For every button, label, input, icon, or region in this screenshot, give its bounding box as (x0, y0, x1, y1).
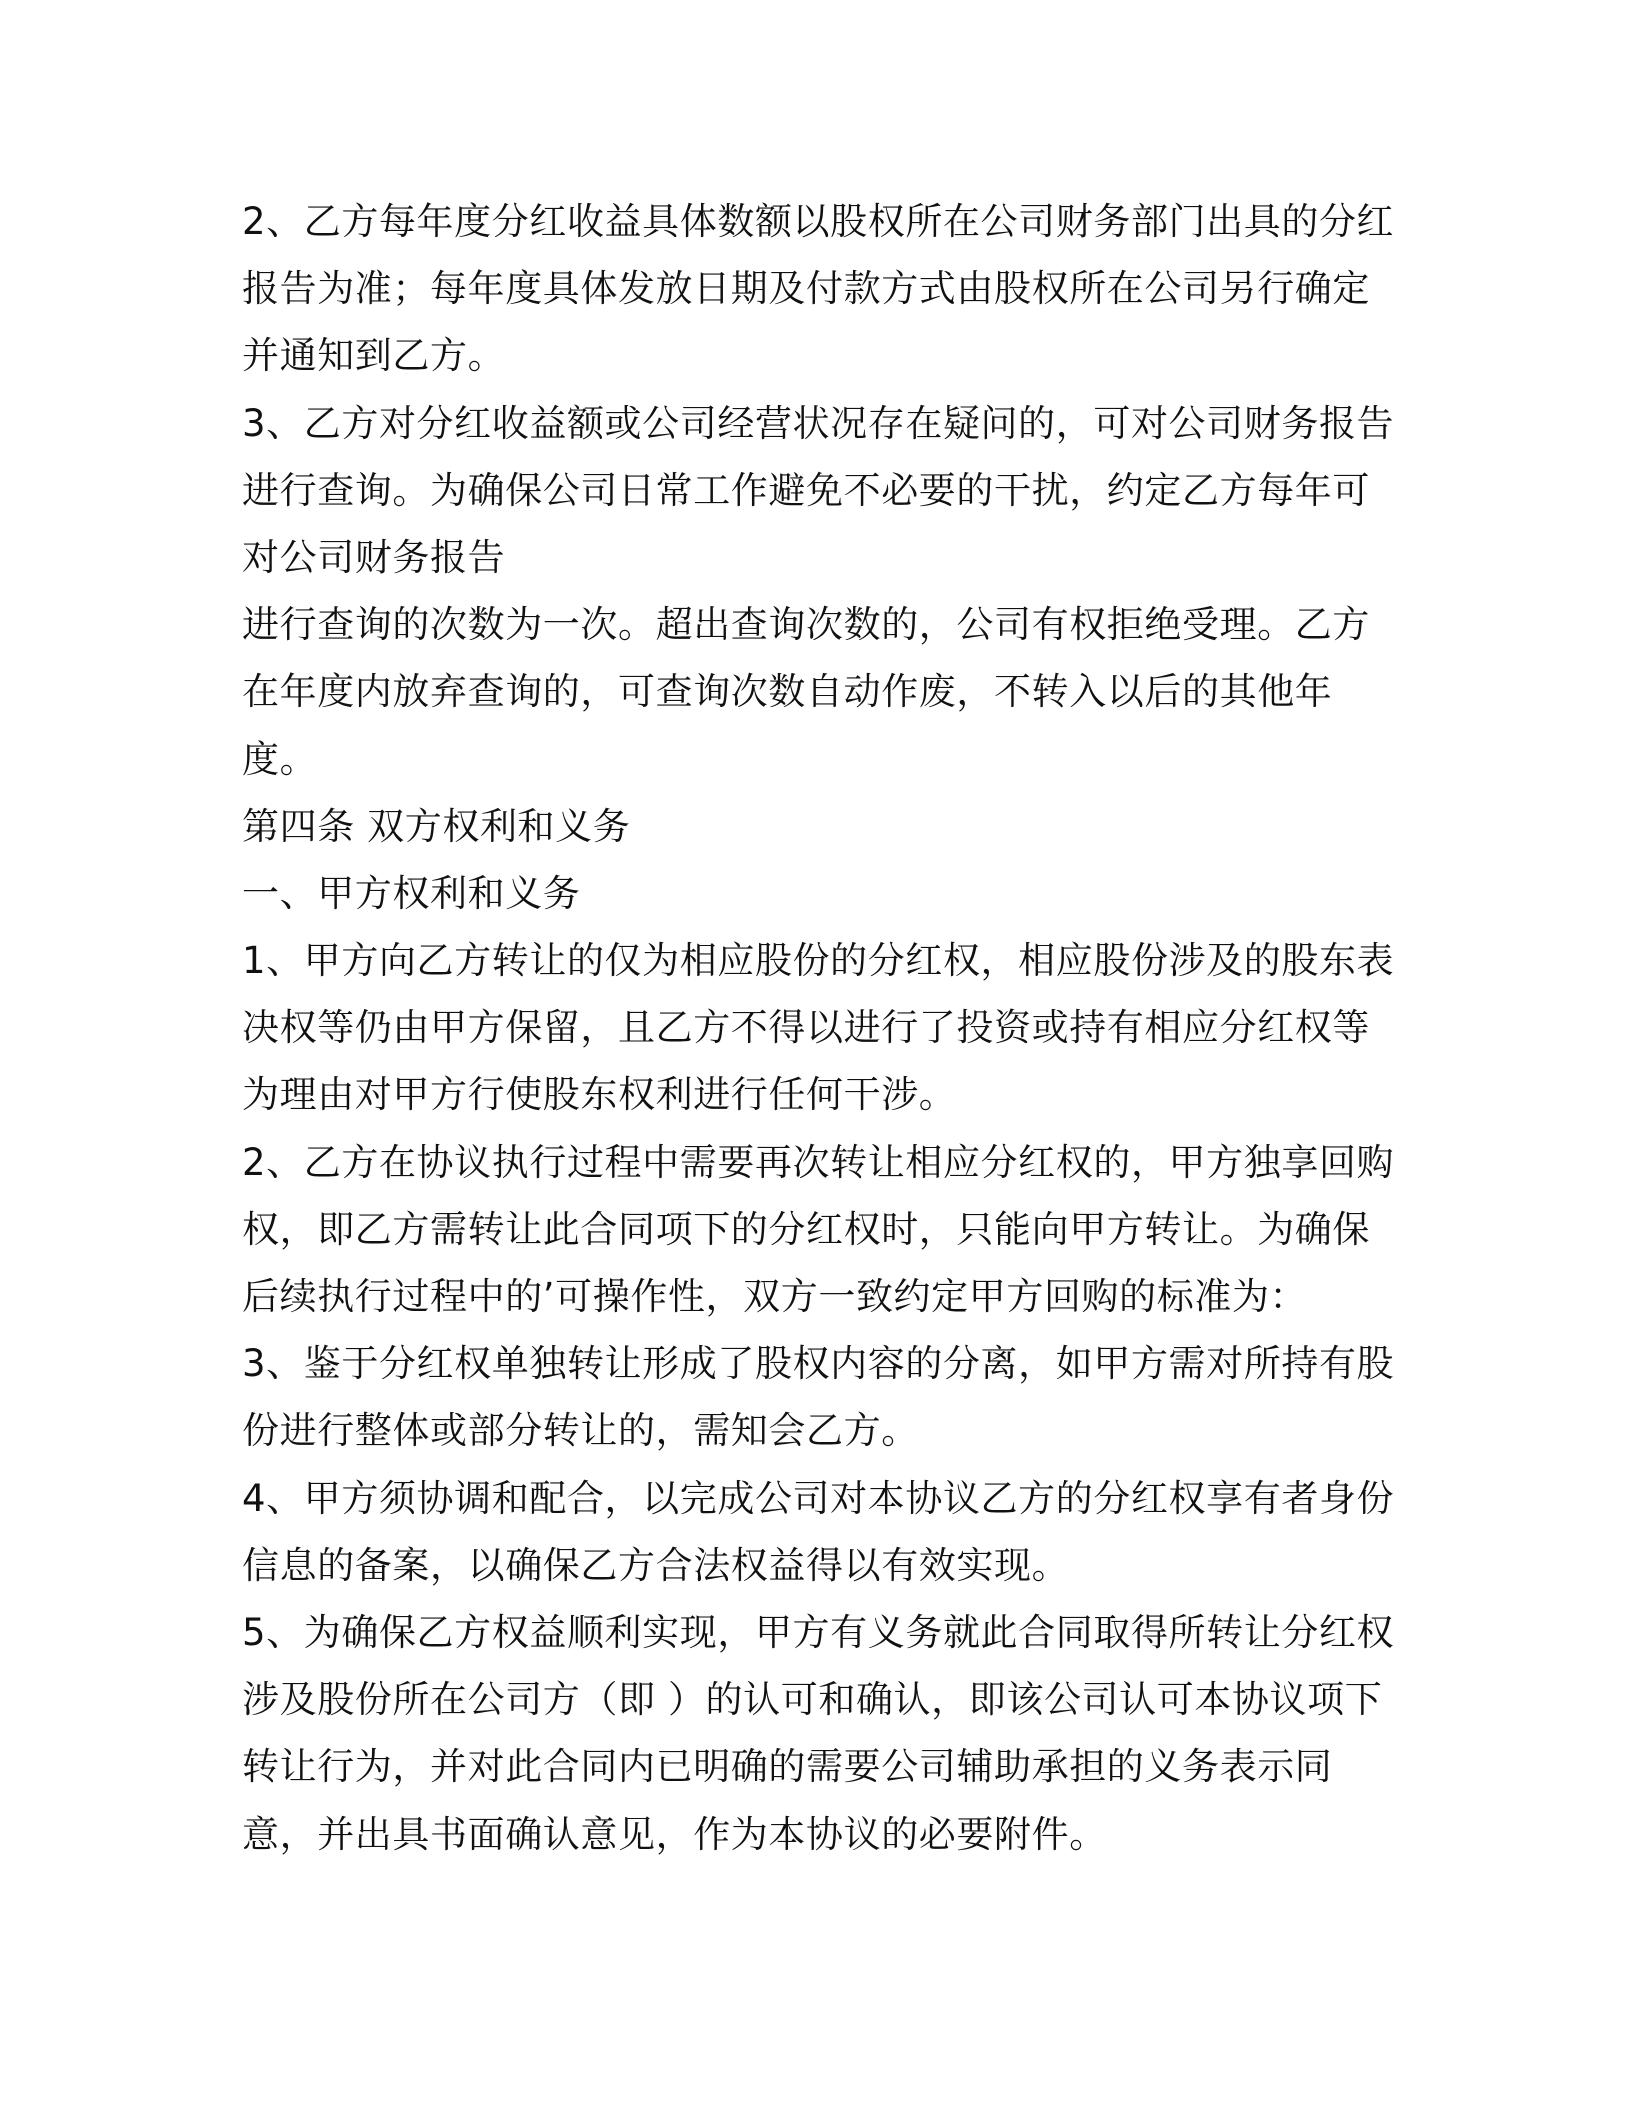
text-line: 进行查询的次数为一次。超出查询次数的，公司有权拒绝受理。乙方 (242, 603, 1370, 647)
subsection-heading: 一、甲方权利和义务 (242, 871, 581, 915)
text-line: 2、乙方每年度分红收益具体数额以股权所在公司财务部门出具的分红 (242, 200, 1395, 243)
text-line: 转让行为，并对此合同内已明确的需要公司辅助承担的义务表示同 (242, 1745, 1333, 1789)
text-line: 权，即乙方需转让此合同项下的分红权时，只能向甲方转让。为确保 (242, 1207, 1370, 1251)
section-heading: 第四条 双方权利和义务 (242, 804, 631, 848)
text-line: 5、为确保乙方权益顺利实现，甲方有义务就此合同取得所转让分红权 (242, 1610, 1395, 1654)
text-line: 为理由对甲方行使股东权利进行任何干涉。 (242, 1073, 957, 1117)
text-line: 3、鉴于分红权单独转让形成了股权内容的分离，如甲方需对所持有股 (242, 1342, 1395, 1386)
document-body (242, 188, 1402, 1868)
text-line: 2、乙方在协议执行过程中需要再次转让相应分红权的，甲方独享回购 (242, 1140, 1395, 1184)
text-line: 意，并出具书面确认意见，作为本协议的必要附件。 (242, 1812, 1107, 1856)
text-line: 对公司财务报告 (242, 535, 506, 579)
text-line: 3、乙方对分红收益额或公司经营状况存在疑问的，可对公司财务报告 (242, 401, 1395, 445)
text-line: 涉及股份所在公司方（即 ）的认可和确认，即该公司认可本协议项下 (242, 1678, 1383, 1722)
text-line: 1、甲方向乙方转让的仅为相应股份的分红权，相应股份涉及的股东表 (242, 939, 1395, 983)
text-line: 进行查询。为确保公司日常工作避免不必要的干扰，约定乙方每年可 (242, 468, 1370, 512)
text-line: 信息的备案，以确保乙方合法权益得以有效实现。 (242, 1543, 1070, 1587)
text-line: 4、甲方须协调和配合，以完成公司对本协议乙方的分红权享有者身份 (242, 1476, 1395, 1520)
text-line: 后续执行过程中的’可操作性，双方一致约定甲方回购的标准为： (242, 1275, 1308, 1318)
text-line: 并通知到乙方。 (242, 334, 506, 378)
text-line: 度。 (242, 737, 318, 781)
text-line: 决权等仍由甲方保留，且乙方不得以进行了投资或持有相应分红权等 (242, 1006, 1370, 1050)
text-line: 在年度内放弃查询的，可查询次数自动作废，不转入以后的其他年 (242, 670, 1333, 714)
text-line: 报告为准；每年度具体发放日期及付款方式由股权所在公司另行确定 (242, 267, 1370, 311)
text-line: 份进行整体或部分转让的，需知会乙方。 (242, 1409, 919, 1453)
